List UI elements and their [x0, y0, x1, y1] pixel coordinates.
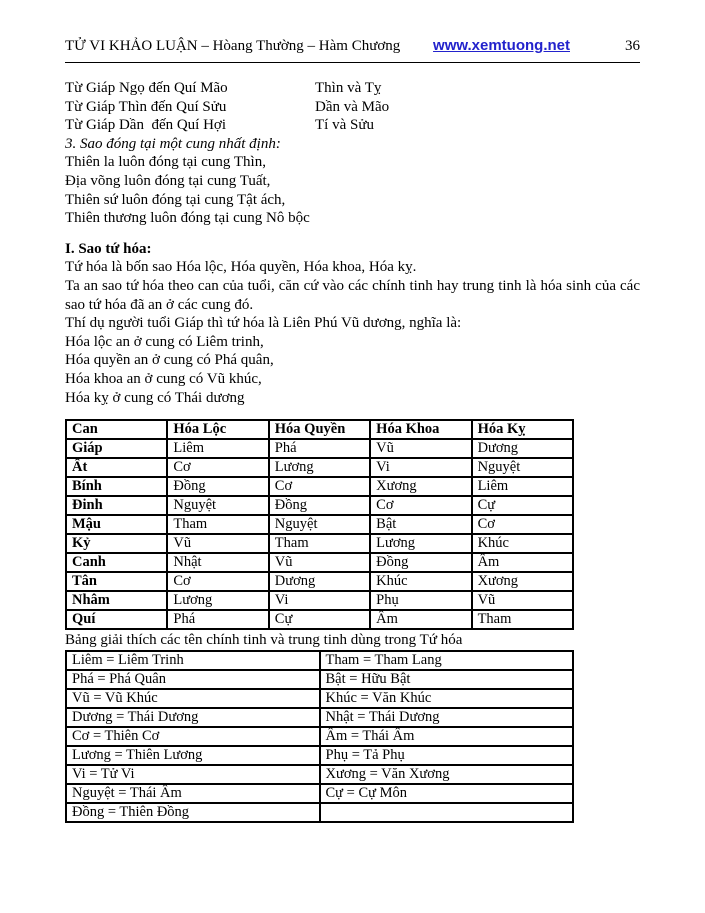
table-row [66, 803, 573, 822]
table-row [66, 651, 573, 670]
table-row [66, 477, 573, 496]
table-cell: Đinh [66, 496, 167, 515]
intro-left: Từ Giáp Thìn đến Quí Sửu [65, 98, 227, 115]
text-line: Địa võng luôn đóng tại cung Tuất, [65, 172, 271, 189]
table-header-row [66, 420, 573, 439]
table-cell: Liêm [472, 477, 573, 496]
table-cell: Liêm [167, 439, 268, 458]
tu-hoa-table-body [66, 439, 573, 629]
page-title: TỬ VI KHẢO LUẬN – Hòang Thường – Hàm Chương [65, 38, 401, 54]
table-row [66, 572, 573, 591]
table-cell: Cự [269, 610, 370, 629]
column-header: Hóa Kỵ [472, 420, 573, 439]
table-cell: Dương [269, 572, 370, 591]
intro-right: Thìn và Tỵ [315, 80, 382, 96]
table-cell: Tham [269, 534, 370, 553]
table-cell: Phá [269, 439, 370, 458]
text-line: sao tứ hóa đã an ở các cung đó. [65, 296, 254, 313]
table-cell: Vũ [370, 439, 471, 458]
column-header: Hóa Quyền [269, 420, 370, 439]
table-cell: Khúc [472, 534, 573, 553]
column-header: Can [66, 420, 167, 439]
table-cell: Cơ [370, 496, 471, 515]
glossary-table-body [66, 651, 573, 822]
table-cell: Âm = Thái Âm [320, 727, 574, 746]
text-line: Tứ hóa là bốn sao Hóa lộc, Hóa quyền, Hóa khoa, Hóa kỵ. [65, 259, 417, 276]
table-cell: Quí [66, 610, 167, 629]
intro-left: Từ Giáp Dần đến Quí Hợi [65, 117, 227, 134]
table-cell: Phụ = Tả Phụ [320, 746, 574, 765]
table-cell: Lương = Thiên Lương [66, 746, 320, 765]
table-cell: Khúc [370, 572, 471, 591]
table-cell: Âm [472, 553, 573, 572]
table-row [66, 746, 573, 765]
table-cell [320, 803, 574, 822]
table-cell: Đồng = Thiên Đồng [66, 803, 320, 822]
table-row [66, 591, 573, 610]
table-cell: Nhâm [66, 591, 167, 610]
table-row [66, 784, 573, 803]
table-cell: Lương [370, 534, 471, 553]
table-cell: Canh [66, 553, 167, 572]
text-line: Hóa quyền an ở cung có Phá quân, [65, 352, 274, 369]
intro-left: Từ Giáp Ngọ đến Quí Mão [65, 80, 228, 96]
table-row [66, 708, 573, 727]
section3-heading: 3. Sao đóng tại một cung nhất định: [65, 135, 281, 152]
table-cell: Bật [370, 515, 471, 534]
table-row [66, 727, 573, 746]
text-line: Thiên thương luôn đóng tại cung Nô bộc [65, 210, 310, 227]
table-row [66, 670, 573, 689]
table-cell: Nguyệt [472, 458, 573, 477]
page-number: 36 [625, 38, 640, 54]
table-cell: Phá [167, 610, 268, 629]
intro-right: Tí và Sửu [315, 117, 374, 134]
table-row [66, 458, 573, 477]
table-row [66, 553, 573, 572]
website-link[interactable]: www.xemtuong.net [433, 37, 570, 54]
table-cell: Tham = Tham Lang [320, 651, 574, 670]
text-line: Ta an sao tứ hóa theo can của tuổi, căn cứ vào các chính tinh hay trung tinh là hóa sinh của các [65, 277, 640, 294]
table-cell: Vũ = Vũ Khúc [66, 689, 320, 708]
table-cell: Mậu [66, 515, 167, 534]
intro-row [65, 116, 640, 135]
header-rule [65, 62, 640, 63]
table-cell: Cự [472, 496, 573, 515]
table-row [66, 515, 573, 534]
table-row [66, 765, 573, 784]
column-header: Hóa Lộc [167, 420, 268, 439]
tu-hoa-heading: I. Sao tứ hóa: [65, 240, 152, 257]
table-cell: Tham [472, 610, 573, 629]
table-cell: Dương = Thái Dương [66, 708, 320, 727]
table-cell: Bính [66, 477, 167, 496]
table-cell: Xương [370, 477, 471, 496]
table-cell: Lương [167, 591, 268, 610]
intro-row [65, 79, 640, 98]
text-line: Hóa lộc an ở cung có Liêm trinh, [65, 333, 264, 350]
table-row [66, 610, 573, 629]
table-cell: Đồng [370, 553, 471, 572]
table-cell: Nguyệt = Thái Âm [66, 784, 320, 803]
table-row [66, 689, 573, 708]
table-cell: Cơ = Thiên Cơ [66, 727, 320, 746]
table-cell: Vi = Tử Vi [66, 765, 320, 784]
table-cell: Đồng [167, 477, 268, 496]
table-cell: Lương [269, 458, 370, 477]
table-row [66, 439, 573, 458]
table-cell: Bật = Hữu Bật [320, 670, 574, 689]
table-cell: Dương [472, 439, 573, 458]
table-cell: Vũ [472, 591, 573, 610]
table-cell: Nhật = Thái Dương [320, 708, 574, 727]
text-line: Thiên la luôn đóng tại cung Thìn, [65, 154, 266, 171]
text-line: Hóa khoa an ở cung có Vũ khúc, [65, 370, 262, 387]
table-cell: Liêm = Liêm Trinh [66, 651, 320, 670]
table-cell: Giáp [66, 439, 167, 458]
table-cell: Âm [370, 610, 471, 629]
table-cell: Cơ [167, 458, 268, 477]
table-row [66, 496, 573, 515]
table-cell: Cơ [167, 572, 268, 591]
glossary-table [65, 650, 574, 823]
table-cell: Kỷ [66, 534, 167, 553]
intro-row [65, 98, 640, 117]
table-cell: Khúc = Văn Khúc [320, 689, 574, 708]
table-cell: Cơ [472, 515, 573, 534]
table-cell: Đồng [269, 496, 370, 515]
table-cell: Vi [269, 591, 370, 610]
table-cell: Cơ [269, 477, 370, 496]
intro-right: Dần và Mão [315, 98, 390, 115]
tu-hoa-table [65, 419, 574, 630]
table-cell: Vũ [269, 553, 370, 572]
page-content [65, 79, 640, 823]
table-cell: Tân [66, 572, 167, 591]
text-line: Hóa kỵ ở cung có Thái dương [65, 389, 245, 406]
table-row [66, 534, 573, 553]
table-cell: Nguyệt [269, 515, 370, 534]
table-cell: Vi [370, 458, 471, 477]
table-cell: Ất [66, 458, 167, 477]
table-cell: Nhật [167, 553, 268, 572]
table-cell: Xương [472, 572, 573, 591]
page-header [65, 37, 640, 55]
text-line: Thiên sứ luôn đóng tại cung Tật ách, [65, 191, 286, 208]
text-line: Thí dụ người tuổi Giáp thì tứ hóa là Liên Phú Vũ dương, nghĩa là: [65, 315, 462, 332]
column-header: Hóa Khoa [370, 420, 471, 439]
table-cell: Phá = Phá Quân [66, 670, 320, 689]
table-cell: Cự = Cự Môn [320, 784, 574, 803]
table-cell: Xương = Văn Xương [320, 765, 574, 784]
table-cell: Vũ [167, 534, 268, 553]
glossary-caption: Bảng giải thích các tên chính tinh và trung tinh dùng trong Tứ hóa [65, 632, 463, 649]
table-cell: Phụ [370, 591, 471, 610]
table-cell: Nguyệt [167, 496, 268, 515]
table-cell: Tham [167, 515, 268, 534]
